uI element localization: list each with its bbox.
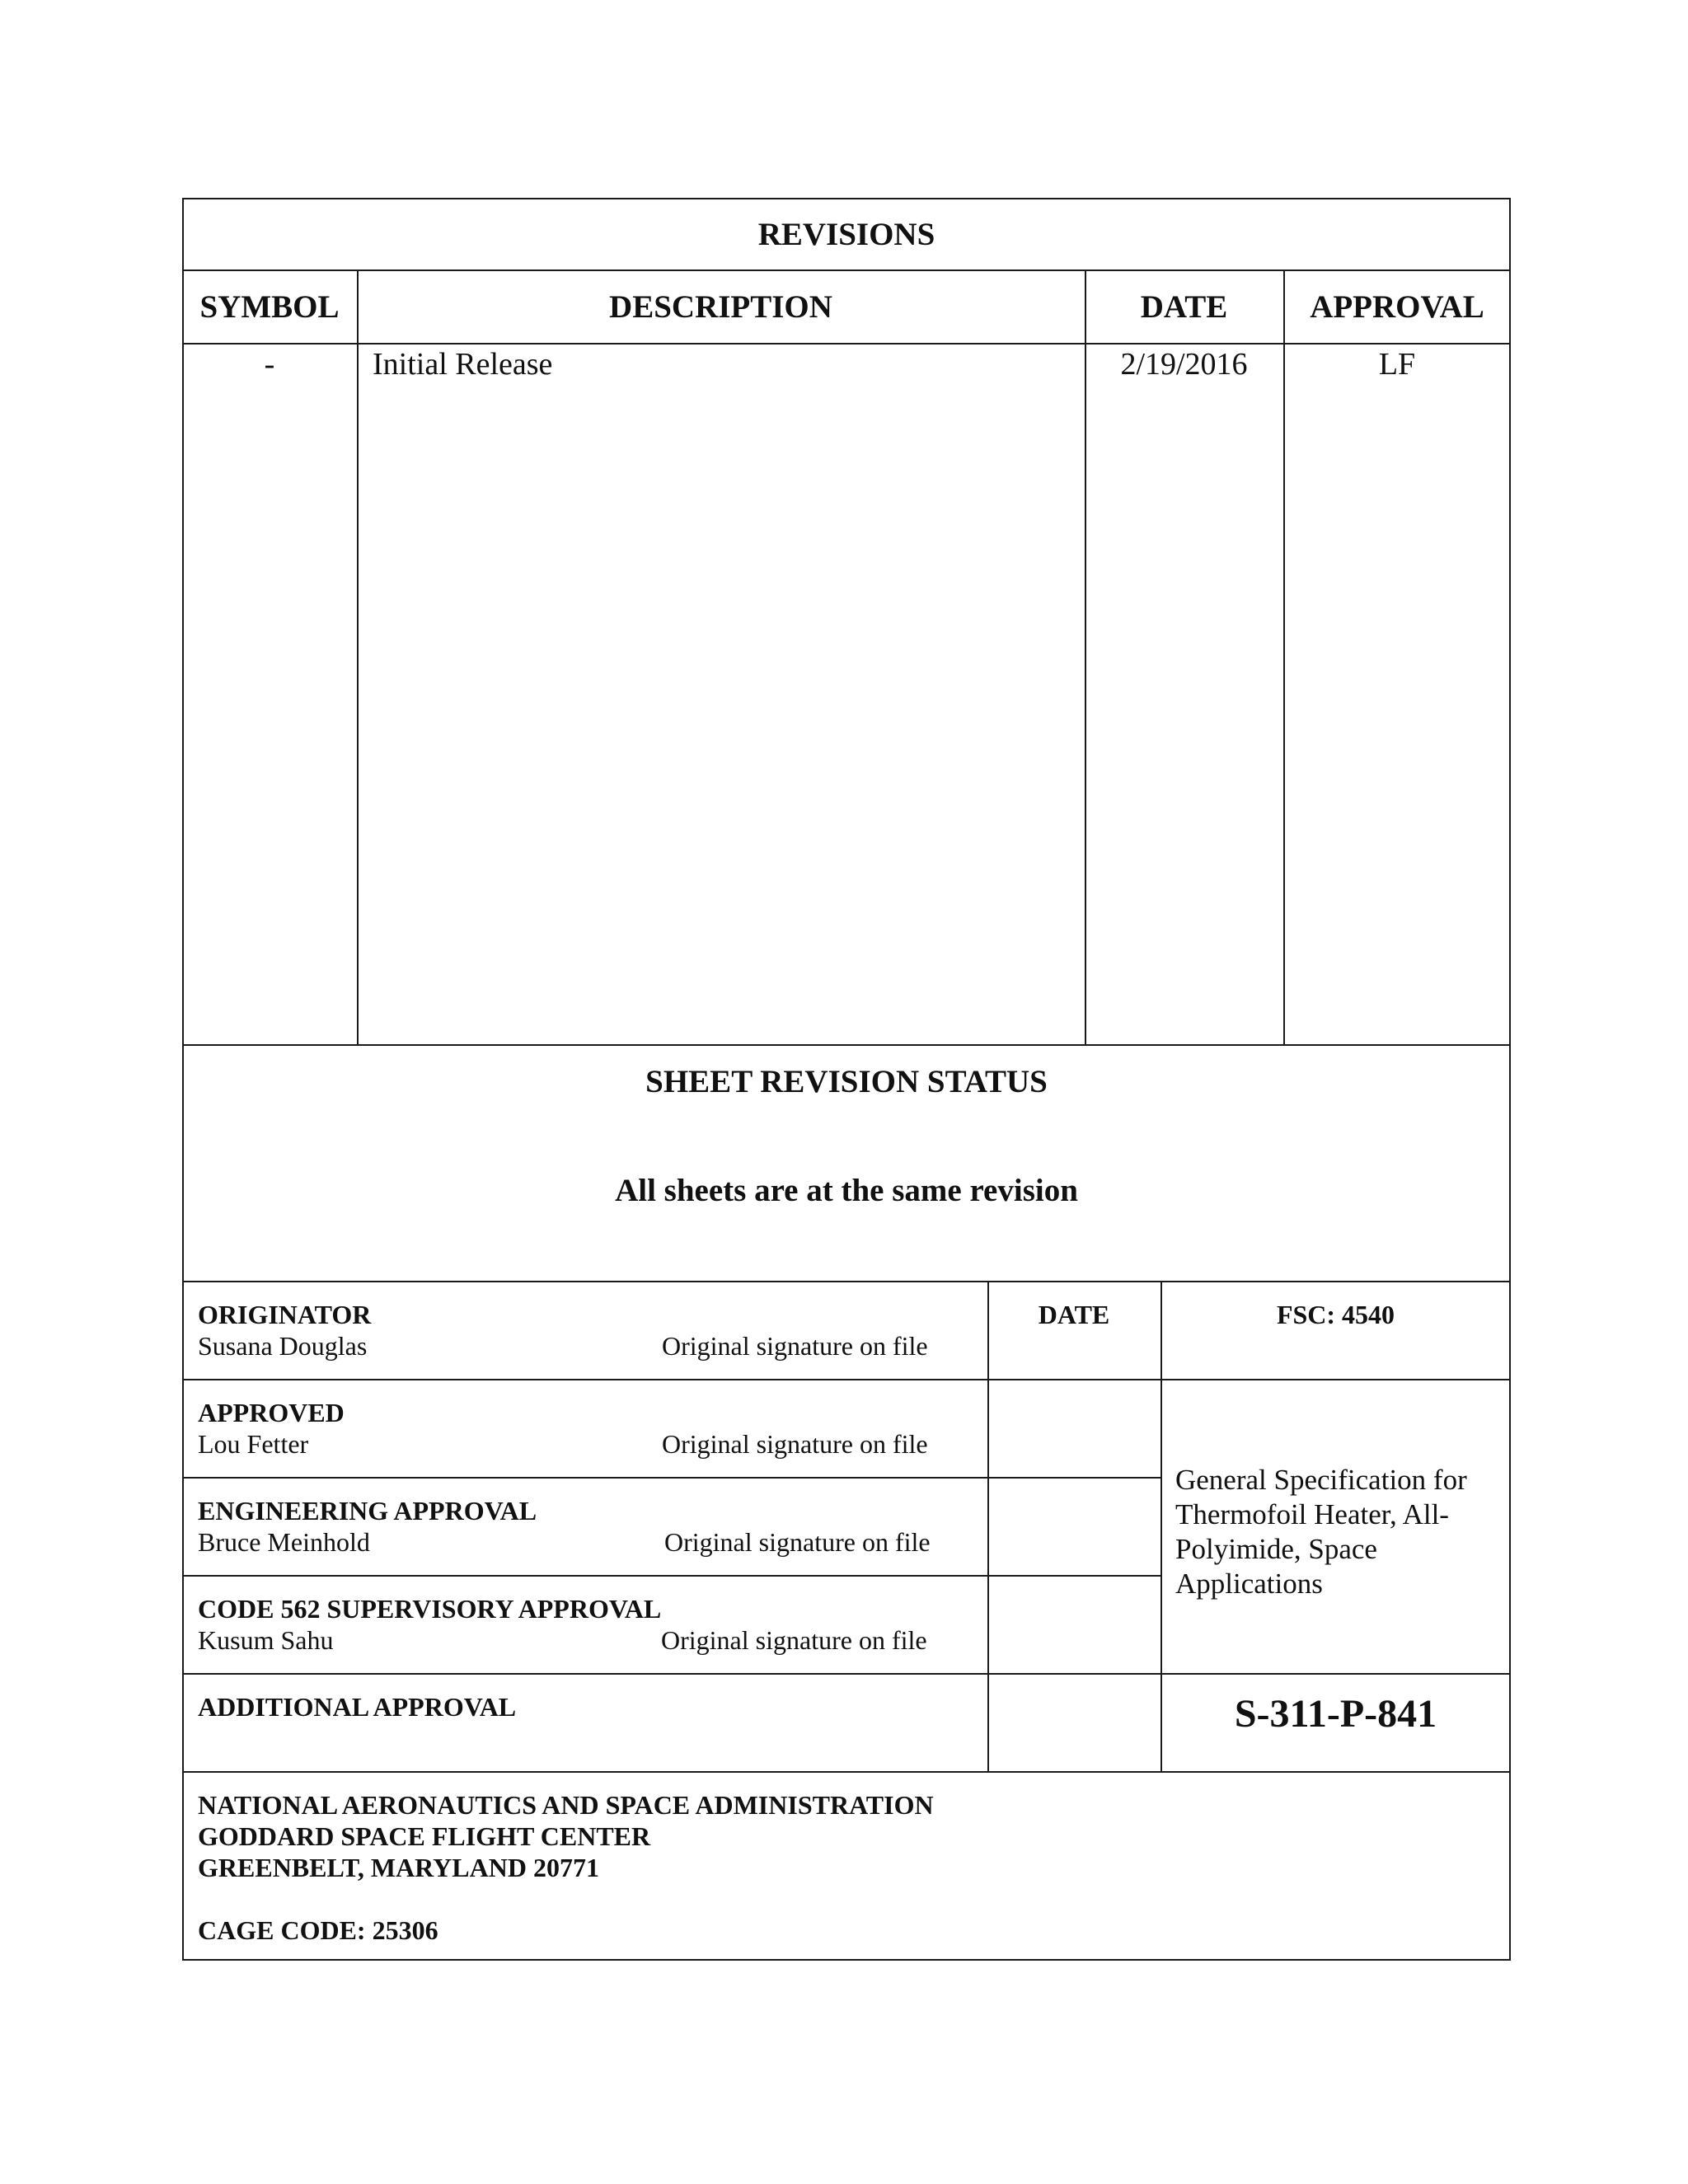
rule-below-sheet-status <box>182 1281 1511 1282</box>
document-number: S-311-P-841 <box>1234 1692 1437 1736</box>
originator-signature: Original signature on file <box>662 1331 928 1361</box>
column-header-approval: APPROVAL <box>1310 289 1484 325</box>
revision-date-cell: 2/19/2016 <box>1120 347 1248 382</box>
rule-below-approved <box>182 1477 1161 1479</box>
rule-col-date <box>1283 269 1285 1044</box>
specification-title: General Specification for Thermofoil Heater, All-Polyimide, Space Applications <box>1175 1464 1467 1600</box>
rule-approvals-date-left <box>987 1281 989 1771</box>
approved-signature: Original signature on file <box>662 1429 928 1459</box>
rule-below-additional <box>182 1771 1511 1773</box>
fsc-code: FSC: 4540 <box>1276 1300 1395 1329</box>
column-header-description: DESCRIPTION <box>609 289 832 325</box>
revision-approval-cell: LF <box>1378 347 1416 382</box>
sheet-status-text: All sheets are at the same revision <box>615 1173 1078 1208</box>
originator-name: Susana Douglas <box>198 1331 368 1361</box>
organization-name: NATIONAL AERONAUTICS AND SPACE ADMINISTRATION <box>198 1790 934 1820</box>
engineering-approval-label: ENGINEERING APPROVAL <box>198 1496 537 1526</box>
cage-code: CAGE CODE: 25306 <box>198 1915 438 1945</box>
code562-approval-signature: Original signature on file <box>661 1625 927 1655</box>
organization-address: GREENBELT, MARYLAND 20771 <box>198 1853 599 1882</box>
revisions-title: REVISIONS <box>757 217 935 252</box>
revision-symbol-cell: - <box>264 347 275 382</box>
revision-description-cell: Initial Release <box>373 347 553 382</box>
approved-name: Lou Fetter <box>198 1429 309 1459</box>
rule-col-description <box>1085 269 1086 1044</box>
approved-label: APPROVED <box>198 1398 345 1427</box>
approvals-date-header: DATE <box>1038 1300 1110 1329</box>
sheet-status-title: SHEET REVISION STATUS <box>645 1064 1048 1099</box>
rule-below-engineering <box>182 1575 1161 1577</box>
column-header-date: DATE <box>1140 289 1228 325</box>
rule-col-symbol <box>357 269 359 1044</box>
rule-below-column-headers <box>182 343 1511 344</box>
rule-below-revision-rows <box>182 1044 1511 1046</box>
additional-approval-label: ADDITIONAL APPROVAL <box>198 1692 517 1722</box>
rule-below-originator <box>182 1379 1511 1380</box>
organization-center: GODDARD SPACE FLIGHT CENTER <box>198 1821 651 1851</box>
column-header-symbol: SYMBOL <box>199 289 340 325</box>
originator-label: ORIGINATOR <box>198 1300 372 1329</box>
engineering-approval-signature: Original signature on file <box>664 1527 931 1557</box>
rule-below-code562 <box>182 1673 1511 1675</box>
rule-below-revisions-title <box>182 269 1511 271</box>
engineering-approval-name: Bruce Meinhold <box>198 1527 370 1557</box>
code562-approval-name: Kusum Sahu <box>198 1625 334 1655</box>
code562-approval-label: CODE 562 SUPERVISORY APPROVAL <box>198 1594 662 1624</box>
